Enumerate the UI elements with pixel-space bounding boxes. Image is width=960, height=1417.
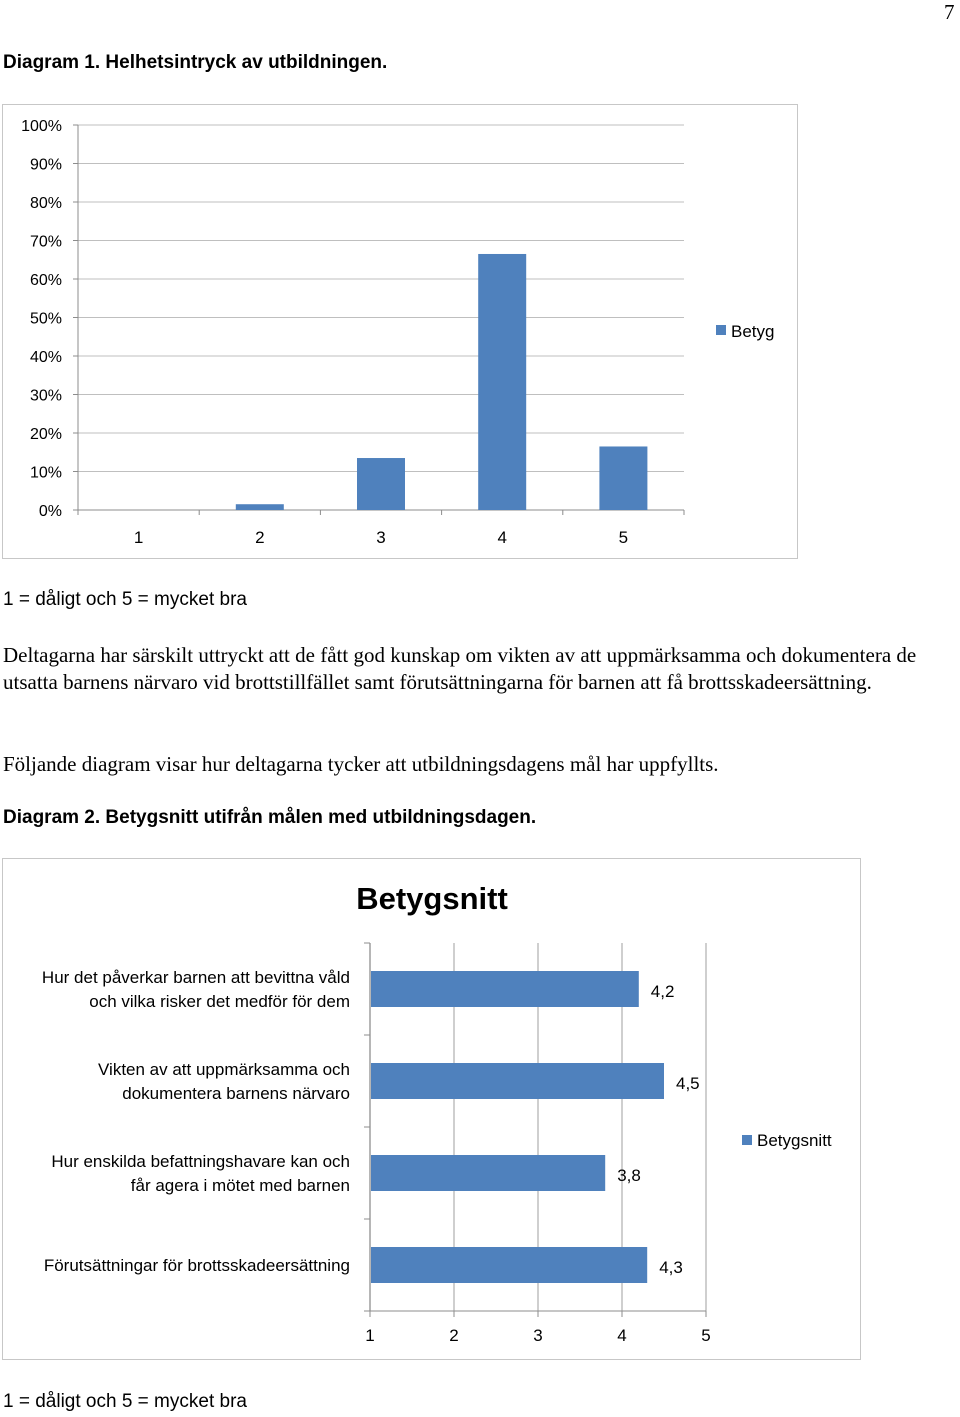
y-tick-label: 30%	[29, 387, 62, 405]
category-label	[98, 1060, 350, 1103]
x-tick-label: 5	[618, 528, 629, 547]
y-tick-label: 60%	[29, 272, 62, 289]
legend-label: Betygsnitt	[757, 1131, 832, 1150]
data-label: 4,2	[650, 982, 675, 1001]
x-tick-label: 5	[701, 1326, 711, 1345]
category-label	[51, 1152, 350, 1195]
x-tick-label: 3	[376, 528, 386, 547]
bar	[599, 446, 647, 510]
chart-2-frame	[2, 858, 861, 1360]
category-label	[42, 968, 350, 1011]
category-label	[44, 1256, 350, 1275]
y-tick-label: 50%	[29, 310, 62, 328]
chart-2	[3, 859, 860, 1359]
x-tick-label: 1	[133, 528, 144, 547]
chart-1-frame	[2, 104, 798, 559]
category-label-line: Förutsättningar för brottsskadeersättning	[43, 1256, 350, 1275]
scale-note-2: 1 = dåligt och 5 = mycket bra	[3, 1391, 247, 1412]
x-tick-label: 4	[617, 1326, 627, 1345]
bar	[371, 971, 639, 1007]
bar	[236, 504, 284, 510]
y-tick-label: 0%	[38, 503, 62, 520]
page-number: 7	[944, 0, 955, 24]
category-label-line: får agera i mötet med barnen	[130, 1176, 350, 1195]
paragraph-1: Deltagarna har särskilt uttryckt att de fått god kunskap om vikten av att uppmärksamma och dokumentera de utsatta barnens närvaro vid brottstillfället samt förutsättningarna för barnen att få brottsskadeersättning.	[3, 643, 917, 694]
paragraph-2: Följande diagram visar hur deltagarna tycker att utbildningsdagens mål har uppfyllts.	[3, 752, 719, 776]
y-tick-label: 70%	[29, 233, 62, 251]
category-label-line: Hur enskilda befattningshavare kan och	[51, 1152, 350, 1171]
bar	[371, 1063, 664, 1099]
data-label: 3,8	[617, 1166, 641, 1185]
legend-swatch	[742, 1135, 752, 1145]
category-label-line: Vikten av att uppmärksamma och	[98, 1060, 350, 1079]
diagram-2-caption: Diagram 2. Betygsnitt utifrån målen med utbildningsdagen.	[3, 807, 537, 828]
x-tick-label: 1	[365, 1326, 375, 1345]
y-tick-label: 90%	[29, 156, 62, 174]
x-tick-label: 2	[449, 1326, 459, 1345]
category-label-line: Hur det påverkar barnen att bevittna våld	[41, 968, 350, 987]
chart-title: Betygsnitt	[356, 881, 508, 916]
diagram-1-caption: Diagram 1. Helhetsintryck av utbildningen.	[3, 52, 388, 73]
legend-swatch	[716, 325, 726, 335]
bar	[478, 254, 526, 510]
scale-note-1: 1 = dåligt och 5 = mycket bra	[3, 589, 247, 610]
legend-label: Betyg	[731, 322, 775, 341]
chart-1	[3, 105, 797, 558]
y-tick-label: 20%	[29, 426, 62, 443]
data-label: 4,3	[659, 1258, 683, 1277]
x-tick-label: 3	[533, 1326, 543, 1345]
x-tick-label: 2	[255, 528, 265, 547]
bar	[357, 458, 405, 510]
bar	[371, 1155, 605, 1191]
y-tick-label: 100%	[21, 118, 62, 135]
bar	[371, 1247, 647, 1283]
category-label-line: och vilka risker det medför för dem	[89, 992, 350, 1011]
data-label: 4,5	[676, 1074, 700, 1093]
y-tick-label: 40%	[29, 349, 62, 366]
category-label-line: dokumentera barnens närvaro	[122, 1084, 350, 1103]
y-tick-label: 80%	[29, 195, 62, 212]
y-tick-label: 10%	[29, 464, 62, 482]
x-tick-label: 4	[497, 528, 507, 547]
